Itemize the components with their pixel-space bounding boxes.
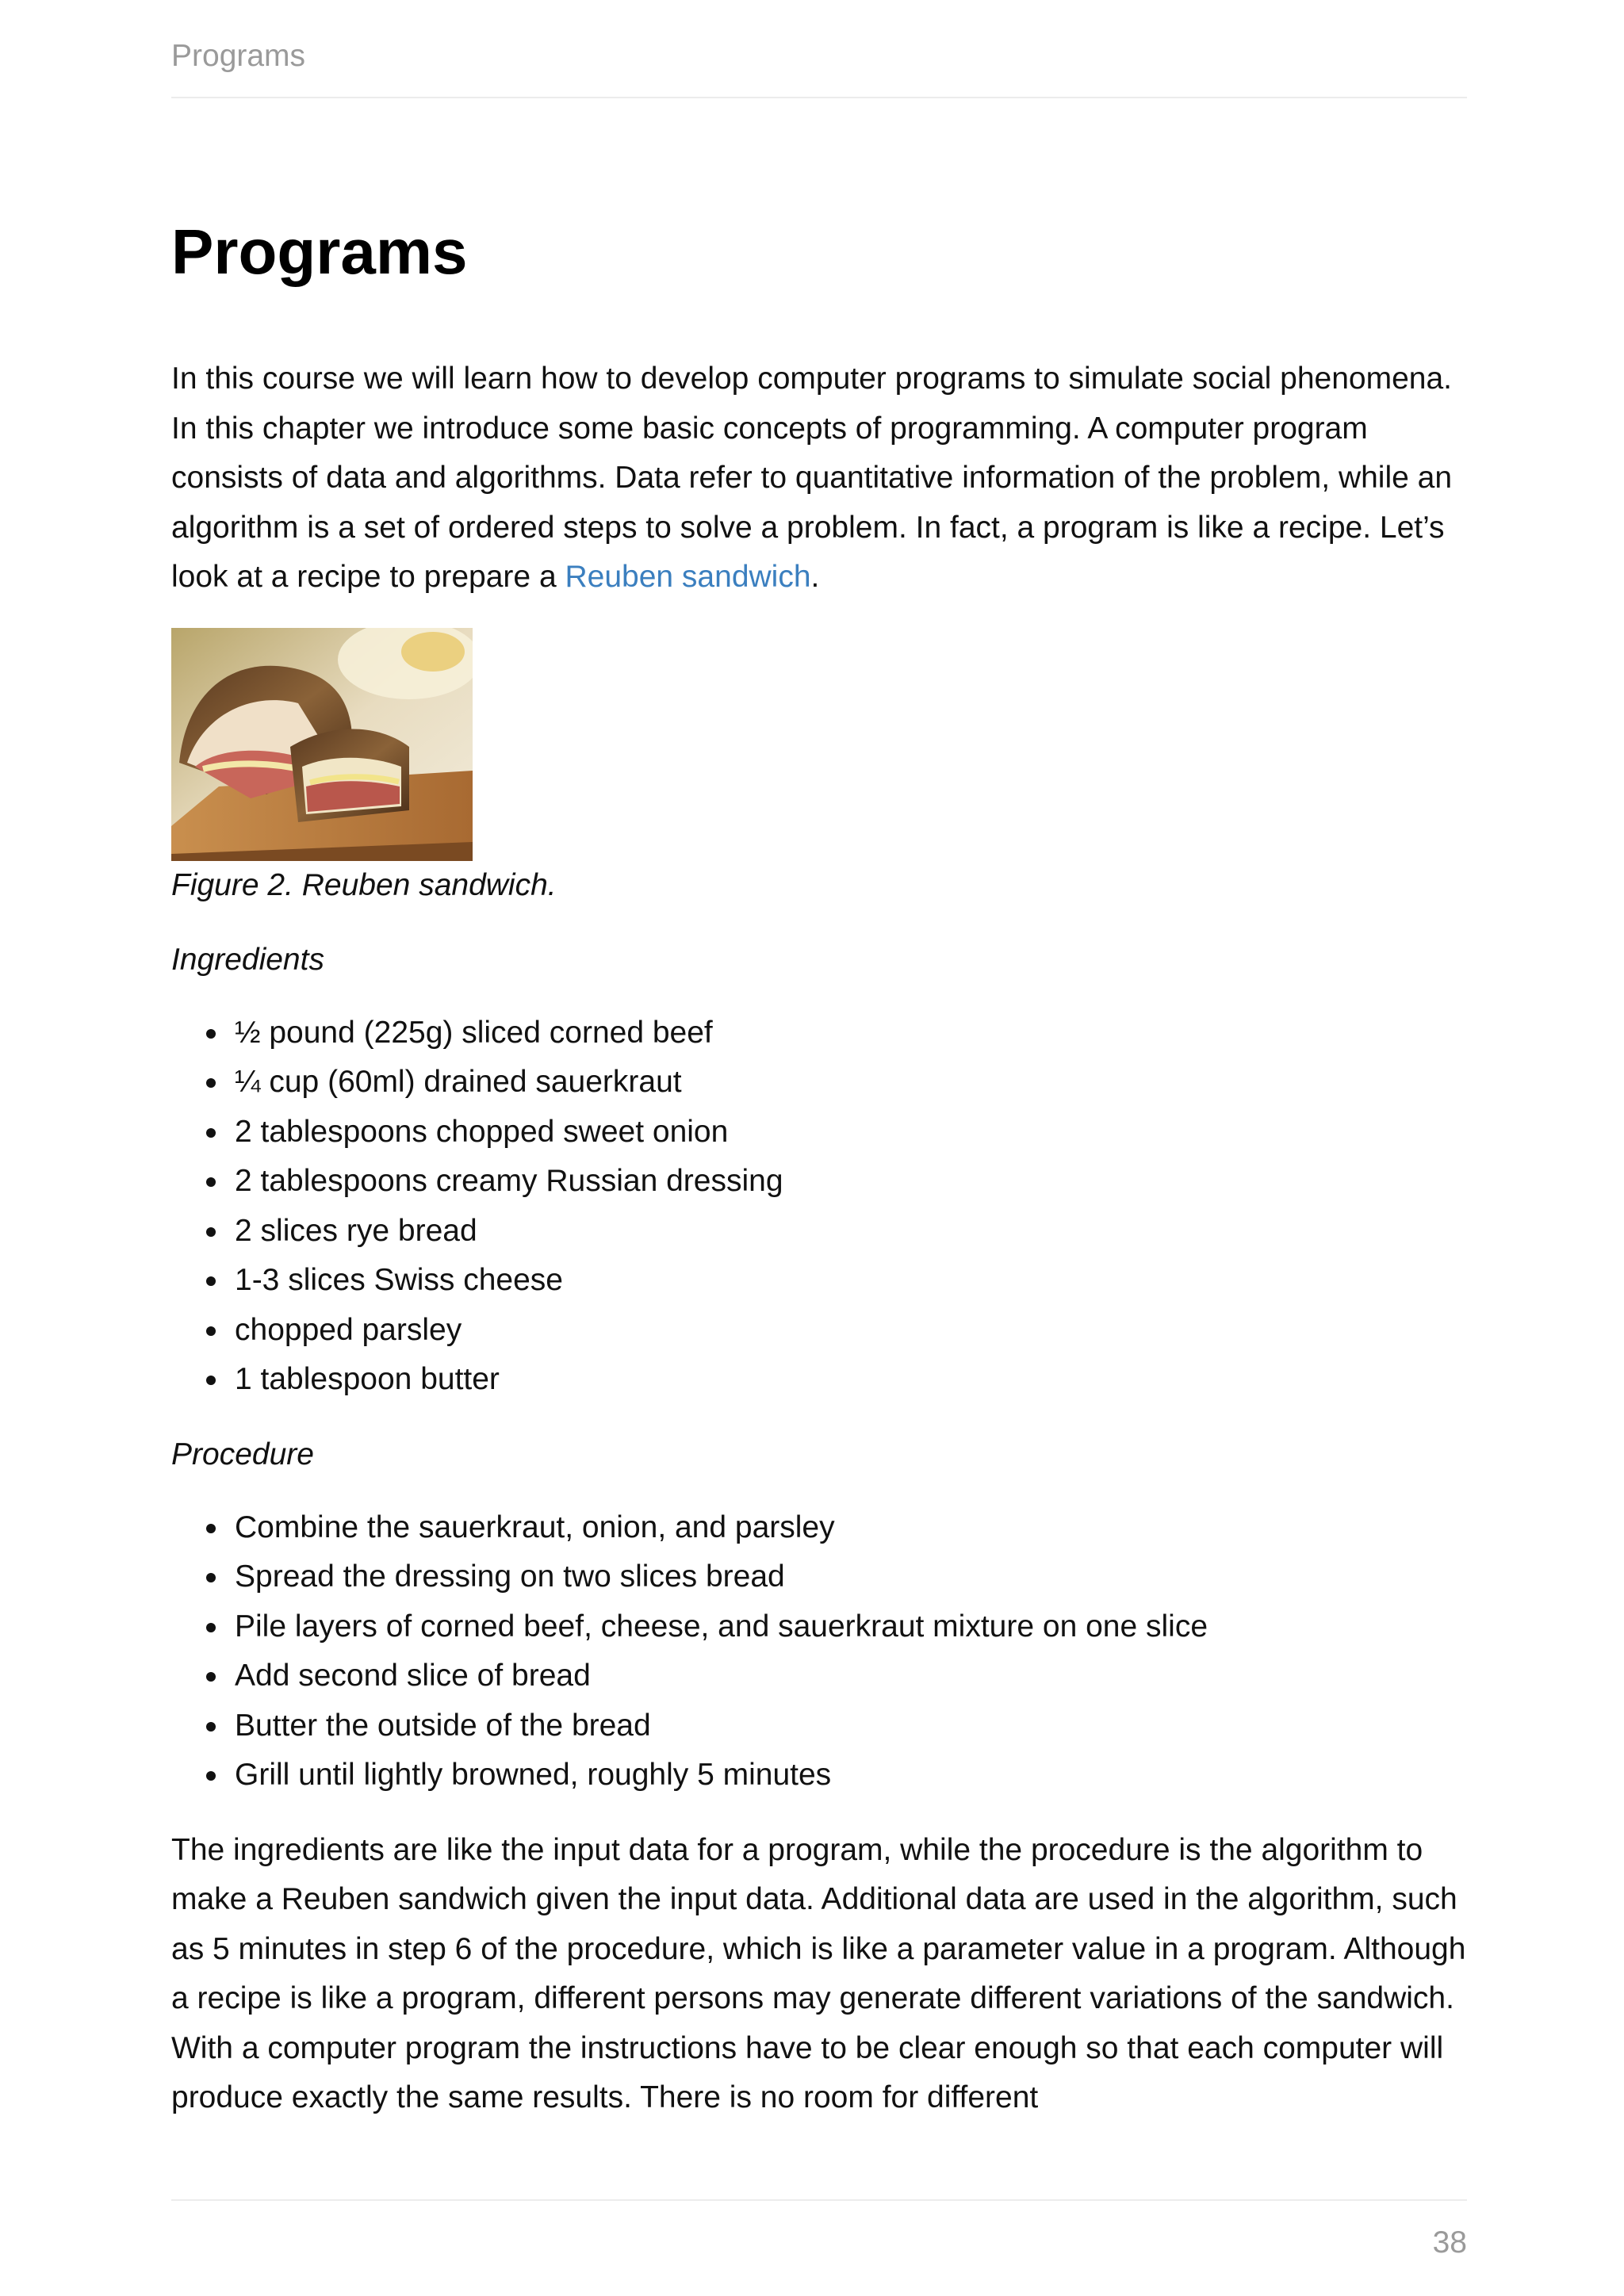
list-item: 2 tablespoons creamy Russian dressing <box>235 1157 1467 1207</box>
list-item: 1 tablespoon butter <box>235 1355 1467 1405</box>
closing-paragraph: The ingredients are like the input data for a program, while the procedure is the algorithm to make a Reuben sandwich given the input data. Additional data are used in the algorithm, such as 5 minutes in step 6 of the procedure, which is like a parameter value in a program. Although a recipe is like a program, different persons may generate different variations of the sandwich. With a computer program the instructions have to be clear enough so that each computer will produce exactly the same results. There is no room for different <box>171 1832 1466 2114</box>
ingredients-list <box>171 1008 1467 1405</box>
intro-end: . <box>810 560 820 594</box>
list-item: Pile layers of corned beef, cheese, and sauerkraut mixture on one slice <box>235 1602 1467 1652</box>
list-item: Spread the dressing on two slices bread <box>235 1552 1467 1602</box>
procedure-list <box>171 1503 1467 1800</box>
ingredients-label: Ingredients <box>171 942 324 977</box>
footer-divider <box>171 2199 1467 2201</box>
page-number: 38 <box>1432 2225 1467 2260</box>
running-header: Programs <box>171 39 306 73</box>
reuben-sandwich-image <box>171 628 473 861</box>
list-item: Grill until lightly browned, roughly 5 minutes <box>235 1751 1467 1800</box>
list-item: Add second slice of bread <box>235 1651 1467 1701</box>
list-item: ½ pound (225g) sliced corned beef <box>235 1008 1467 1058</box>
intro-text: In this course we will learn how to develop computer programs to simulate social phenomena. In this chapter we introduce some basic concepts of programming. A computer program consists of data and algorithms. Data refer to quantitative information of the problem, while an algorithm is a set of ordered steps to solve a problem. In fact, a program is like a recipe. Let’s look at a recipe to prepare a <box>171 362 1453 594</box>
list-item: Butter the outside of the bread <box>235 1701 1467 1751</box>
header-divider <box>171 97 1467 98</box>
list-item: chopped parsley <box>235 1306 1467 1356</box>
list-item: ¼ cup (60ml) drained sauerkraut <box>235 1058 1467 1108</box>
list-item: Combine the sauerkraut, onion, and parsley <box>235 1503 1467 1553</box>
intro-paragraph <box>171 354 1467 603</box>
procedure-label: Procedure <box>171 1437 314 1471</box>
list-item: 2 tablespoons chopped sweet onion <box>235 1108 1467 1158</box>
list-item: 2 slices rye bread <box>235 1207 1467 1257</box>
page-content <box>171 214 1467 2123</box>
figure-caption: Figure 2. Reuben sandwich. <box>171 867 557 902</box>
page-title: Programs <box>171 216 468 287</box>
reuben-sandwich-link[interactable]: Reuben sandwich <box>565 560 811 594</box>
list-item: 1-3 slices Swiss cheese <box>235 1256 1467 1306</box>
